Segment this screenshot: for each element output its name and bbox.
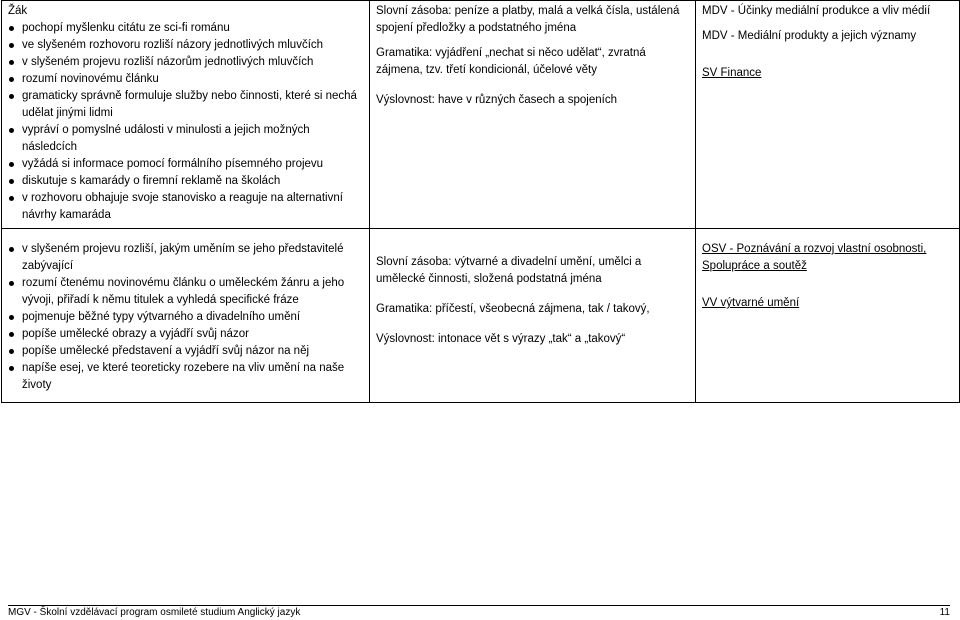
list-item: diskutuje s kamarády o firemní reklamě na školách [8, 173, 363, 190]
pronunciation-text: Výslovnost: have v různých časech a spojeních [376, 94, 617, 106]
grammar-text: Gramatika: vyjádření „nechat si něco udělat“, zvratná zájmena, tzv. třetí kondicionál, účelové věty [376, 47, 646, 76]
list-item: v rozhovoru obhajuje svoje stanovisko a reaguje na alternativní návrhy kamaráda [8, 190, 363, 224]
list-item: napíše esej, ve které teoreticky rozebere na vliv umění na naše životy [8, 360, 363, 394]
outcomes-cell [2, 229, 370, 403]
outcomes-list [8, 241, 363, 394]
table-row [2, 229, 960, 403]
curriculum-table [1, 0, 960, 403]
table-row [2, 1, 960, 229]
theme-text: MDV - Účinky mediální produkce a vliv médií [702, 5, 931, 17]
outcomes-list [8, 20, 363, 224]
content-cell [370, 1, 696, 229]
content-cell [370, 229, 696, 403]
pronunciation-text: Výslovnost: intonace vět s výrazy „tak“ a „takový“ [376, 333, 626, 345]
list-item: gramaticky správně formuluje služby nebo činnosti, které si nechá udělat jinými lidmi [8, 88, 363, 122]
theme-text: VV výtvarné umění [702, 297, 800, 309]
page-footer [8, 605, 950, 620]
list-item: popíše umělecké obrazy a vyjádří svůj názor [8, 326, 363, 343]
list-item: ve slyšeném rozhovoru rozliší názory jednotlivých mluvčích [8, 37, 363, 54]
list-item: v slyšeném projevu rozliší, jakým uměním se jeho představitelé zabývající [8, 241, 363, 275]
column-title: Žák [8, 5, 28, 17]
list-item: vyžádá si informace pomocí formálního písemného projevu [8, 156, 363, 173]
list-item: pojmenuje běžné typy výtvarného a divadelního umění [8, 309, 363, 326]
list-item: v slyšeném projevu rozliší názorům jednotlivých mluvčích [8, 54, 363, 71]
vocabulary-text: Slovní zásoba: výtvarné a divadelní umění, umělci a umělecké činnosti, složená podstatná jména [376, 256, 642, 285]
theme-text: SV Finance [702, 67, 762, 79]
list-item: pochopí myšlenku citátu ze sci-fi románu [8, 20, 363, 37]
vocabulary-text: Slovní zásoba: peníze a platby, malá a velká čísla, ustálená spojení předložky a podstatného jména [376, 5, 680, 34]
grammar-text: Gramatika: příčestí, všeobecná zájmena, tak / takový, [376, 303, 650, 315]
footer-text: MGV - Školní vzdělávací program osmileté studium Anglický jazyk [8, 607, 301, 618]
list-item: rozumí novinovému článku [8, 71, 363, 88]
list-item: vypráví o pomyslné události v minulosti a jejich možných následcích [8, 122, 363, 156]
themes-cell [696, 1, 960, 229]
list-item: popíše umělecké představení a vyjádří svůj názor na něj [8, 343, 363, 360]
list-item: rozumí čtenému novinovému článku o uměleckém žánru a jeho vývoji, přiřadí k němu titulek a vyhledá specifické fráze [8, 275, 363, 309]
page-number: 11 [939, 607, 950, 618]
themes-cell [696, 229, 960, 403]
theme-text: MDV - Mediální produkty a jejich významy [702, 30, 917, 42]
outcomes-cell [2, 1, 370, 229]
theme-text: OSV - Poznávání a rozvoj vlastní osobnosti, Spolupráce a soutěž [702, 243, 927, 272]
